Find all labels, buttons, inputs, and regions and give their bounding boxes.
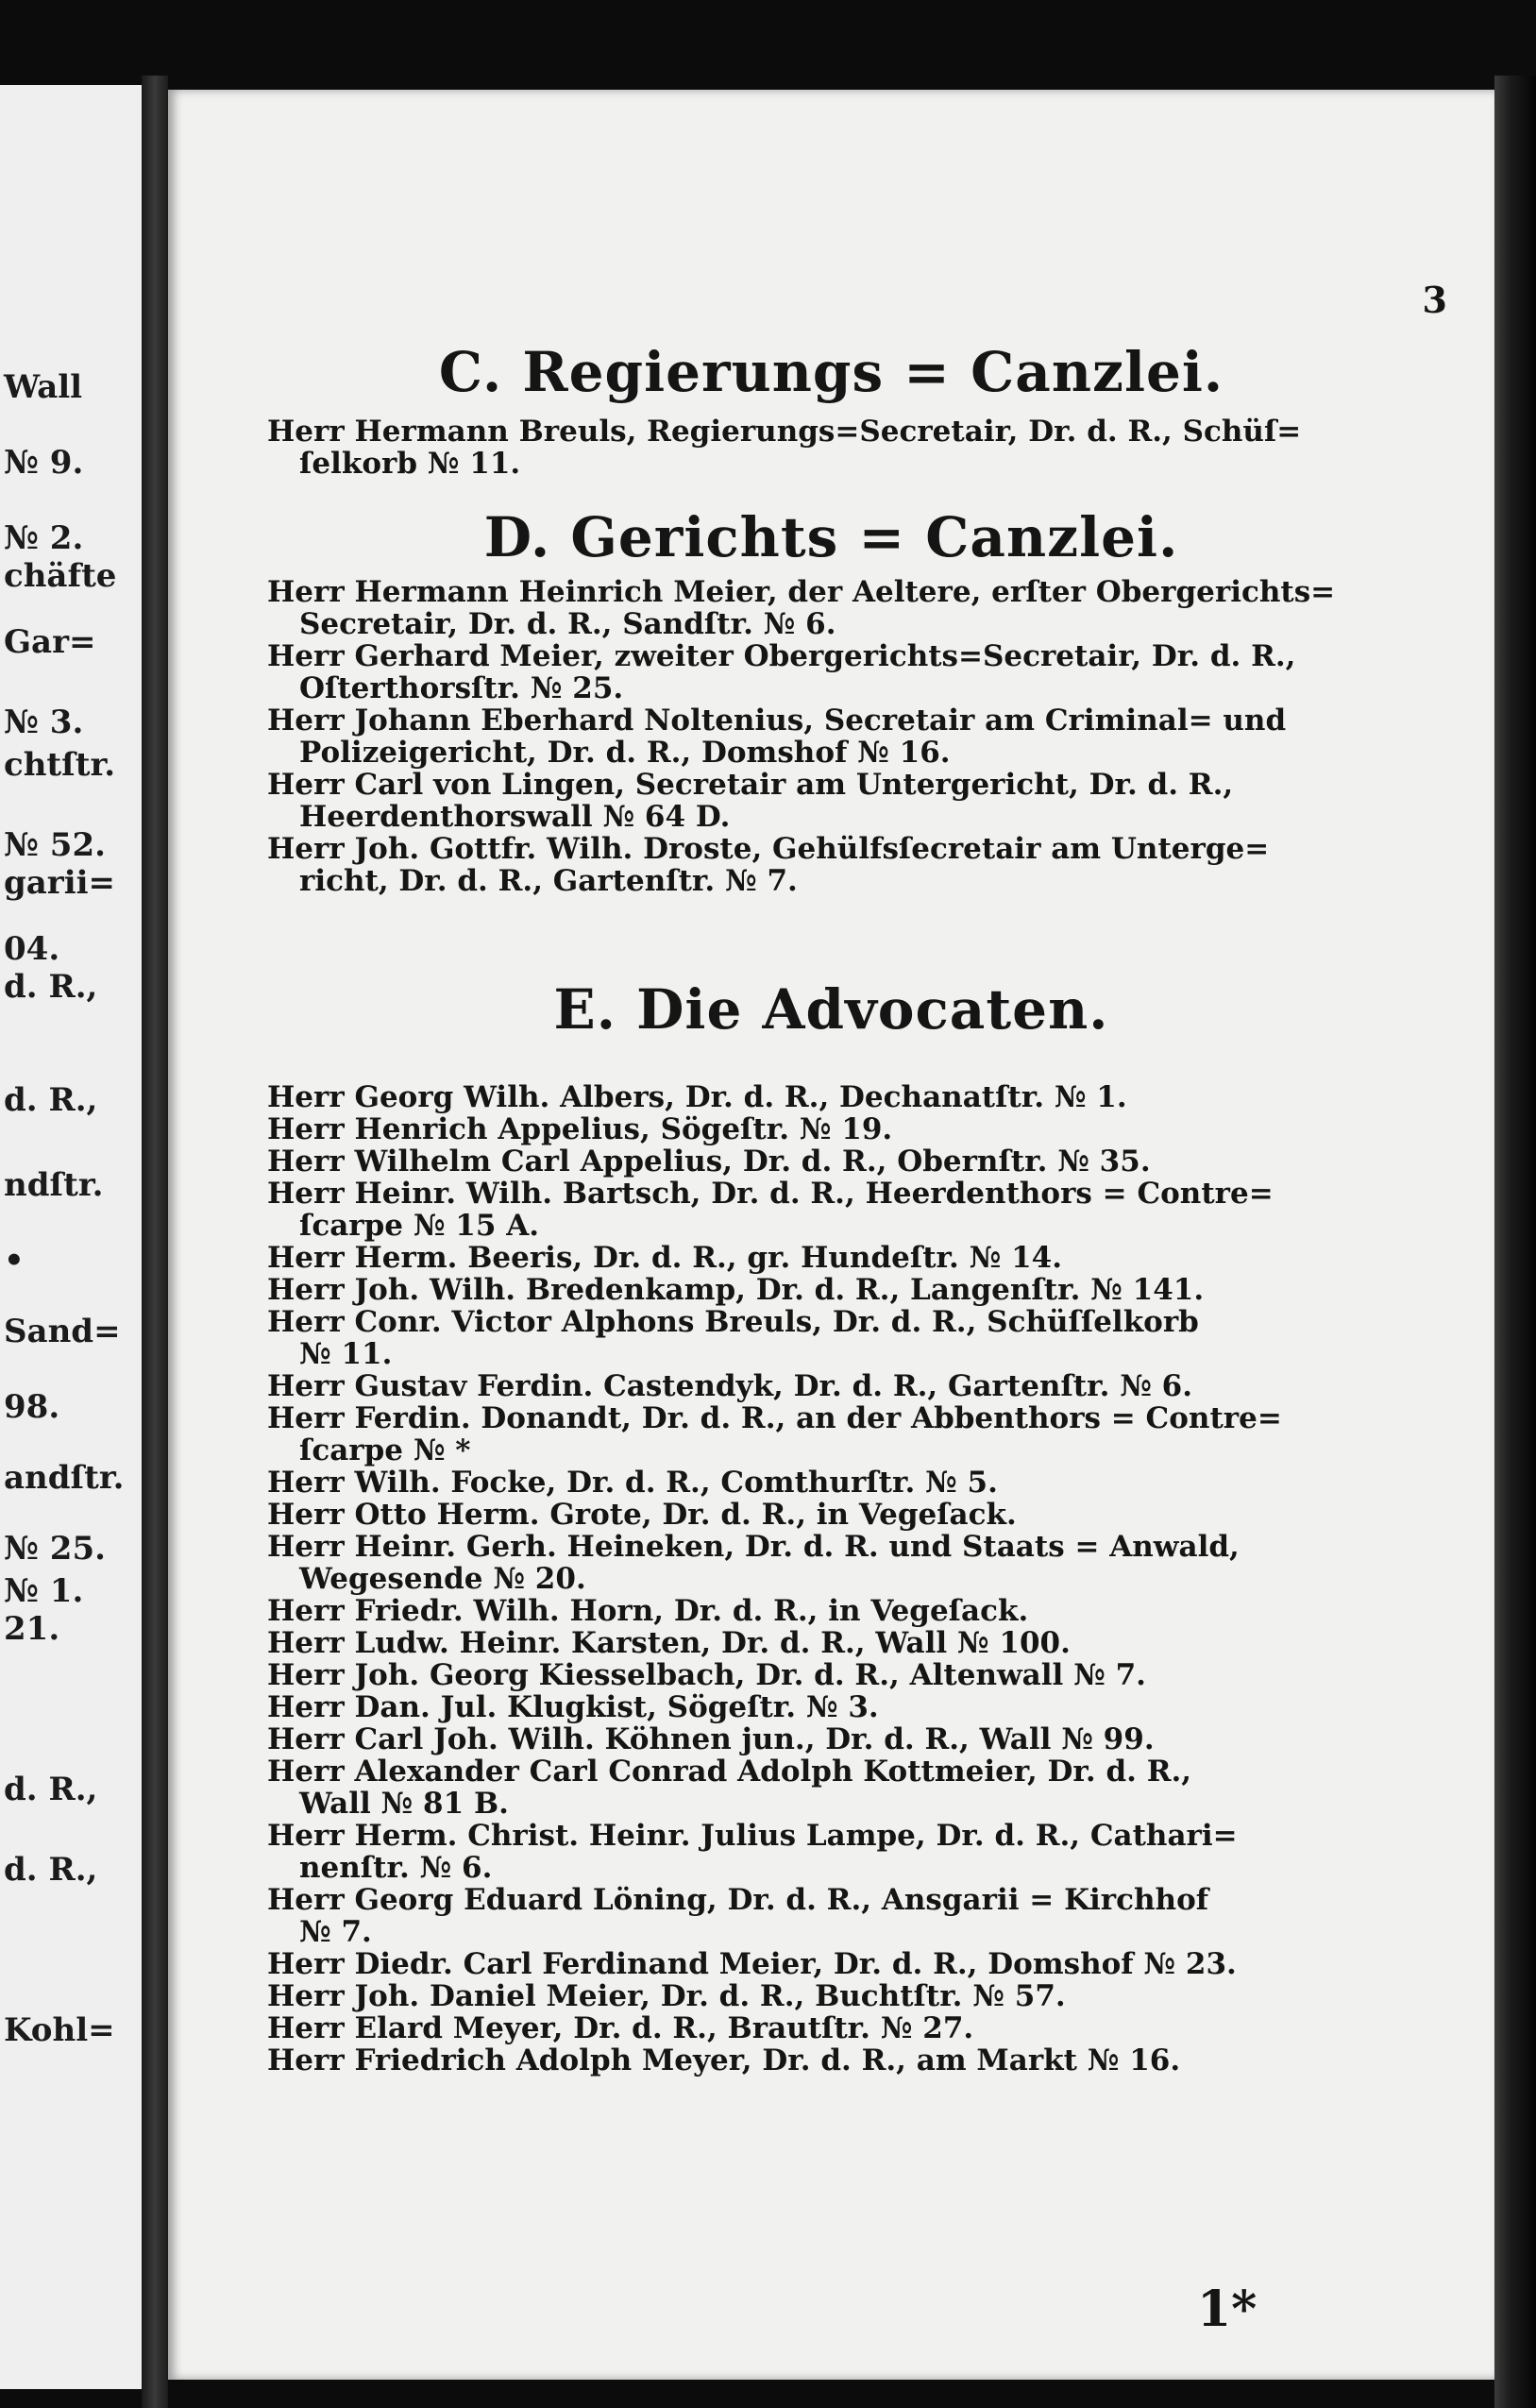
left-page-fragment: andſtr. xyxy=(4,1459,125,1497)
directory-entry xyxy=(267,415,1466,480)
entry-text: Herr Gerhard Meier, zweiter Obergerichts=Secretair, Dr. d. R., xyxy=(267,639,1296,673)
left-page-fragment: № 3. xyxy=(4,704,84,741)
directory-entry xyxy=(267,833,1466,897)
directory-entry xyxy=(267,2044,1466,2077)
left-page-fragment: d. R., xyxy=(4,968,98,1006)
entry-text: Herr Friedr. Wilh. Horn, Dr. d. R., in Vegeſack. xyxy=(267,1594,1029,1628)
directory-entry xyxy=(267,1178,1466,1242)
directory-entry xyxy=(267,1081,1466,1113)
directory-entry xyxy=(267,576,1466,640)
directory-entry xyxy=(267,1370,1466,1402)
directory-entry xyxy=(267,1499,1466,1531)
directory-entry xyxy=(267,1531,1466,1595)
entry-text: Herr Joh. Gottfr. Wilh. Droste, Gehülfsſecretair am Unterge= xyxy=(267,832,1270,866)
entry-text: Herr Gustav Ferdin. Castendyk, Dr. d. R., Gartenſtr. № 6. xyxy=(267,1369,1193,1403)
entry-text: Herr Hermann Heinrich Meier, der Aeltere, erſter Obergerichts= xyxy=(267,575,1336,609)
entry-continuation: Wegesende № 20. xyxy=(299,1562,586,1596)
entry-text: Herr Ludw. Heinr. Karsten, Dr. d. R., Wall № 100. xyxy=(267,1626,1071,1660)
entry-continuation: ſelkorb № 11. xyxy=(299,447,521,481)
left-page-fragment: • xyxy=(4,1242,25,1280)
page-number: 3 xyxy=(1422,279,1447,321)
directory-entry xyxy=(267,1884,1466,1948)
directory-entry xyxy=(267,1691,1466,1723)
entry-continuation: ſcarpe № 15 A. xyxy=(299,1209,540,1243)
section-heading-e: E. Die Advocaten. xyxy=(553,977,1109,1042)
directory-entry xyxy=(267,1980,1466,2012)
directory-entry xyxy=(267,1948,1466,1980)
left-page-fragment: ndſtr. xyxy=(4,1166,104,1204)
left-page-fragment: chtſtr. xyxy=(4,746,116,784)
entry-text: Herr Joh. Daniel Meier, Dr. d. R., Buchtſtr. № 57. xyxy=(267,1979,1066,2013)
entry-text: Herr Georg Wilh. Albers, Dr. d. R., Dechanatſtr. № 1. xyxy=(267,1080,1127,1114)
left-page-fragment: Sand= xyxy=(4,1313,121,1350)
entry-text: Herr Herm. Christ. Heinr. Julius Lampe, Dr. d. R., Cathari= xyxy=(267,1819,1238,1853)
directory-entry xyxy=(267,1627,1466,1659)
entry-continuation: ſcarpe № * xyxy=(299,1433,471,1467)
right-page-edge xyxy=(1494,76,1536,2408)
entry-text: Herr Conr. Victor Alphons Breuls, Dr. d. R., Schüſſelkorb xyxy=(267,1305,1199,1339)
signature-mark: 1* xyxy=(1197,2281,1257,2338)
entry-text: Herr Georg Eduard Löning, Dr. d. R., Ansgarii = Kirchhof xyxy=(267,1883,1209,1917)
left-page-fragment: Kohl= xyxy=(4,2011,115,2049)
directory-entry xyxy=(267,640,1466,704)
entry-text: Herr Carl Joh. Wilh. Köhnen jun., Dr. d. R., Wall № 99. xyxy=(267,1722,1155,1756)
entry-continuation: Secretair, Dr. d. R., Sandſtr. № 6. xyxy=(299,607,836,641)
left-page-fragment: Wall xyxy=(4,368,83,406)
left-page-fragment: № 1. xyxy=(4,1572,84,1610)
entry-continuation: Wall № 81 B. xyxy=(299,1787,509,1821)
entry-text: Herr Joh. Wilh. Bredenkamp, Dr. d. R., Langenſtr. № 141. xyxy=(267,1273,1205,1307)
left-page-fragment: № 2. xyxy=(4,519,84,557)
left-page-fragment: d. R., xyxy=(4,1081,98,1119)
directory-entry xyxy=(267,1820,1466,1884)
directory-entry xyxy=(267,704,1466,769)
directory-entry xyxy=(267,1306,1466,1370)
left-page-fragment: 04. xyxy=(4,930,60,968)
entry-text: Herr Henrich Appelius, Sögeſtr. № 19. xyxy=(267,1112,893,1146)
entry-text: Herr Johann Eberhard Noltenius, Secretair am Criminal= und xyxy=(267,704,1287,738)
entry-continuation: № 7. xyxy=(299,1915,372,1949)
directory-entry xyxy=(267,1755,1466,1820)
directory-entry xyxy=(267,1402,1466,1467)
left-page-fragment: № 52. xyxy=(4,826,106,864)
left-page-fragment: Gar= xyxy=(4,623,96,661)
directory-entry xyxy=(267,1595,1466,1627)
entry-continuation: Heerdenthorswall № 64 D. xyxy=(299,800,731,834)
book-gutter xyxy=(142,76,168,2408)
directory-entry xyxy=(267,1467,1466,1499)
entry-text: Herr Hermann Breuls, Regierungs=Secretair, Dr. d. R., Schüſ= xyxy=(267,415,1302,449)
directory-entry xyxy=(267,1242,1466,1274)
left-page-fragment: d. R., xyxy=(4,1851,98,1889)
entry-text: Herr Alexander Carl Conrad Adolph Kottmeier, Dr. d. R., xyxy=(267,1755,1192,1789)
entry-text: Herr Heinr. Gerh. Heineken, Dr. d. R. und Staats = Anwald, xyxy=(267,1530,1240,1564)
entry-text: Herr Diedr. Carl Ferdinand Meier, Dr. d. R., Domshof № 23. xyxy=(267,1947,1237,1981)
section-heading-d: D. Gerichts = Canzlei. xyxy=(483,505,1179,569)
directory-entry xyxy=(267,1274,1466,1306)
directory-entry xyxy=(267,2012,1466,2044)
entry-text: Herr Otto Herm. Grote, Dr. d. R., in Vegeſack. xyxy=(267,1498,1017,1532)
entry-text: Herr Dan. Jul. Klugkist, Sögeſtr. № 3. xyxy=(267,1690,879,1724)
left-page-fragment: № 9. xyxy=(4,444,84,482)
left-page-fragment: № 25. xyxy=(4,1530,106,1568)
directory-entry xyxy=(267,1659,1466,1691)
entry-text: Herr Carl von Lingen, Secretair am Untergericht, Dr. d. R., xyxy=(267,768,1234,802)
entry-text: Herr Herm. Beeris, Dr. d. R., gr. Hundeſtr. № 14. xyxy=(267,1241,1063,1275)
left-page-fragment: 21. xyxy=(4,1610,60,1648)
entry-text: Herr Elard Meyer, Dr. d. R., Brautſtr. № 27. xyxy=(267,2011,974,2045)
entry-text: Herr Wilh. Focke, Dr. d. R., Comthurſtr. № 5. xyxy=(267,1466,998,1500)
left-page-fragment: chäfte xyxy=(4,557,117,595)
directory-entry xyxy=(267,1113,1466,1145)
entry-continuation: Polizeigericht, Dr. d. R., Domshof № 16. xyxy=(299,736,951,770)
entry-continuation: № 11. xyxy=(299,1337,393,1371)
entry-text: Herr Joh. Georg Kiesselbach, Dr. d. R., Altenwall № 7. xyxy=(267,1658,1146,1692)
directory-entry xyxy=(267,1723,1466,1755)
left-page-fragment: 98. xyxy=(4,1388,60,1426)
entry-continuation: Oſterthorsſtr. № 25. xyxy=(299,671,624,705)
entry-text: Herr Wilhelm Carl Appelius, Dr. d. R., Obernſtr. № 35. xyxy=(267,1145,1151,1179)
directory-entry xyxy=(267,769,1466,833)
section-heading-c: C. Regierungs = Canzlei. xyxy=(438,340,1224,404)
left-page-fragment: garii= xyxy=(4,864,116,902)
entry-continuation: richt, Dr. d. R., Gartenſtr. № 7. xyxy=(299,864,798,898)
entry-continuation: nenſtr. № 6. xyxy=(299,1851,493,1885)
left-page-fragment: d. R., xyxy=(4,1771,98,1808)
entry-text: Herr Friedrich Adolph Meyer, Dr. d. R., am Markt № 16. xyxy=(267,2043,1181,2077)
book-page xyxy=(168,90,1494,2380)
entry-text: Herr Ferdin. Donandt, Dr. d. R., an der Abbenthors = Contre= xyxy=(267,1401,1282,1435)
entry-text: Herr Heinr. Wilh. Bartsch, Dr. d. R., Heerdenthors = Contre= xyxy=(267,1177,1274,1211)
directory-entry xyxy=(267,1145,1466,1178)
